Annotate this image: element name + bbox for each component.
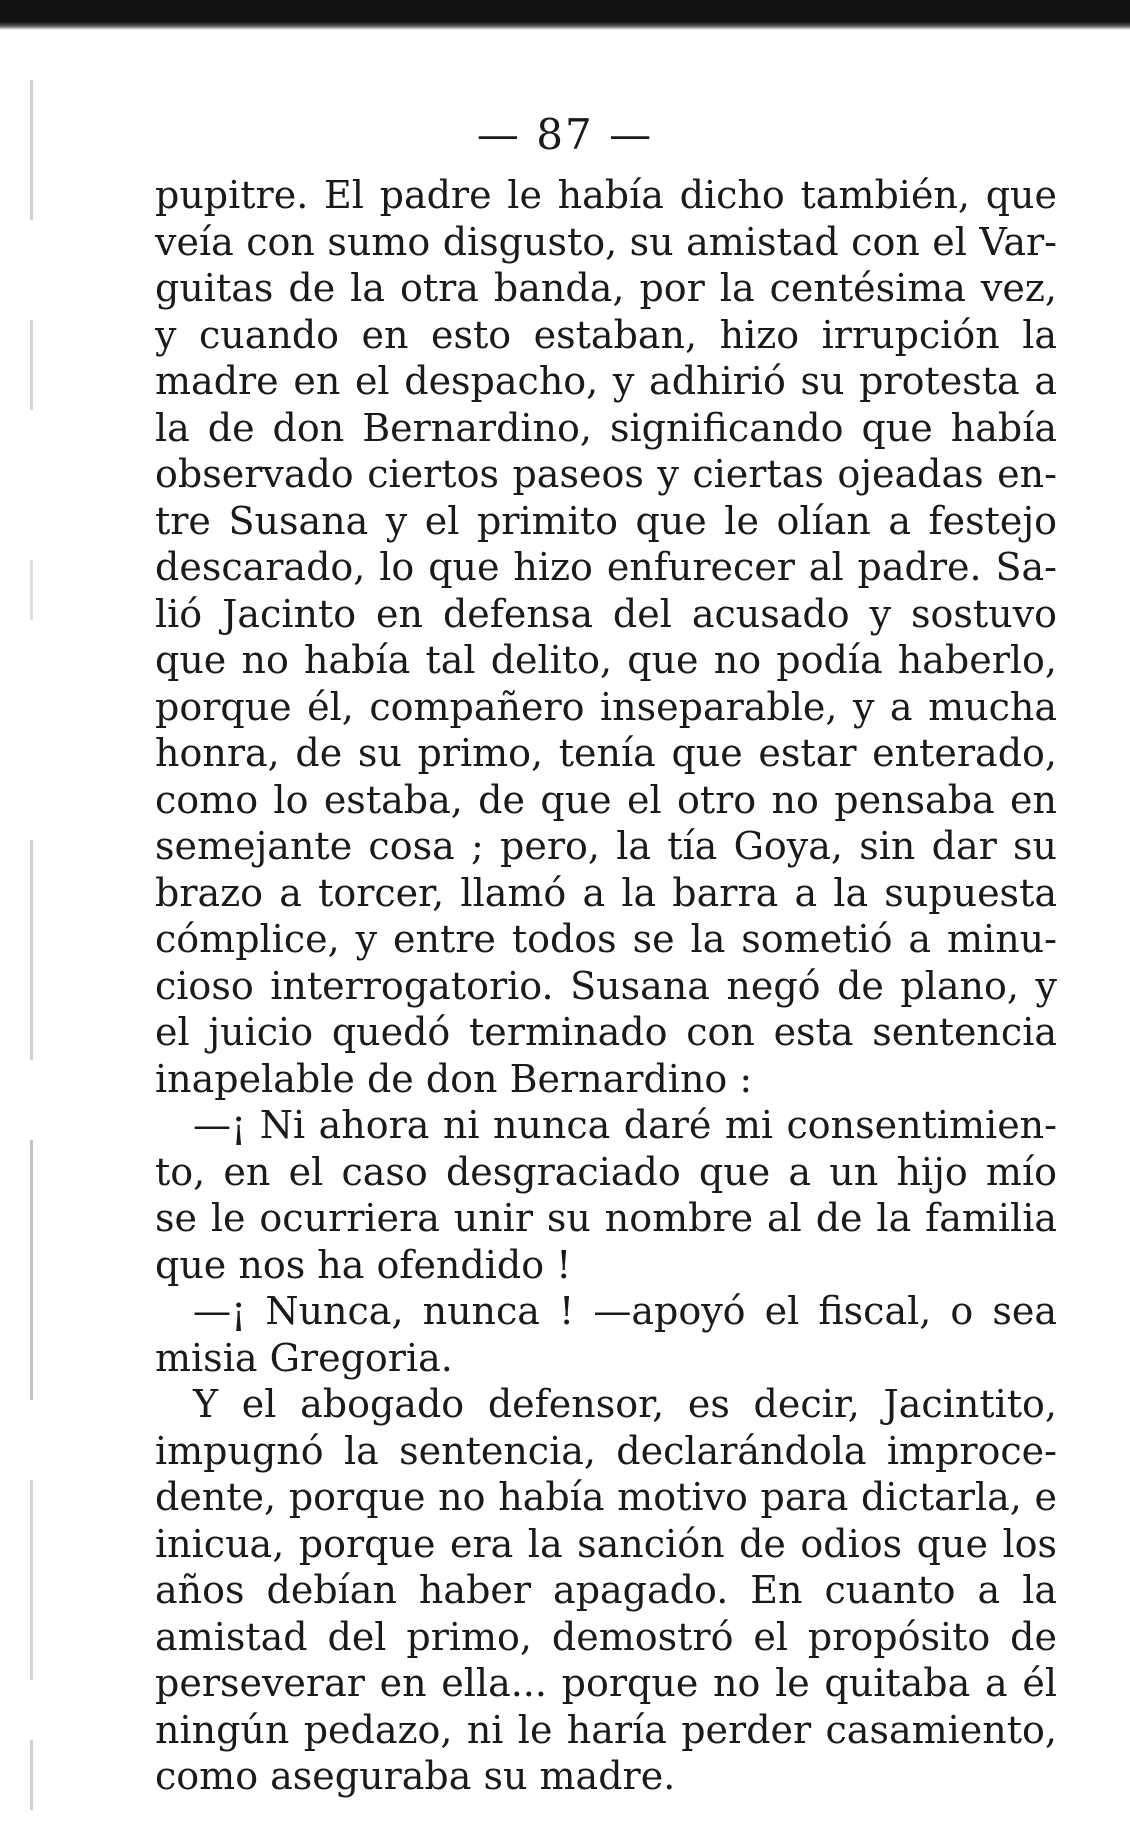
body-text [155, 172, 1057, 1800]
text-line: lió Jacinto en defensa del acusado y sostuvo [155, 591, 1057, 636]
top-border [0, 0, 1130, 30]
text-line: ningún pedazo, ni le haría perder casamiento, [155, 1707, 1057, 1752]
text-line: madre en el despacho, y adhirió su protesta a [155, 359, 1057, 403]
text-line: impugnó la sentencia, declarándola improce- [155, 1428, 1057, 1473]
text-line: porque él, compañero inseparable, y a mucha [155, 684, 1057, 729]
text-line: se le ocurriera unir su nombre al de la familia [155, 1196, 1057, 1240]
text-line: descarado, lo que hizo enfurecer al padre. Sa- [155, 545, 1057, 589]
text-line: el juicio quedó terminado con esta sentencia [155, 1010, 1057, 1054]
text-line: perseverar en ella... porque no le quitaba a él [155, 1661, 1057, 1705]
text-line: observado ciertos paseos y ciertas ojeadas en- [155, 452, 1057, 496]
text-line: veía con sumo disgusto, su amistad con el Var- [155, 219, 1057, 264]
text-line: dente, porque no había motivo para dictarla, e [155, 1475, 1057, 1519]
text-line: inapelable de don Bernardino : [155, 1056, 753, 1101]
text-line: inicua, porque era la sanción de odios que los [155, 1521, 1057, 1566]
text-line: que nos ha ofendido ! [155, 1242, 572, 1287]
text-line: brazo a torcer, llamó a la barra a la supuesta [155, 870, 1057, 915]
text-line: honra, de su primo, tenía que estar enterado, [155, 731, 1057, 775]
text-line: tre Susana y el primito que le olían a festejo [155, 498, 1057, 543]
text-line: cioso interrogatorio. Susana negó de plano, y [155, 963, 1057, 1008]
text-line: misia Gregoria. [155, 1335, 453, 1380]
text-line: semejante cosa ; pero, la tía Goya, sin dar su [155, 824, 1057, 868]
text-line: —¡ Nunca, nunca ! —apoyó el fiscal, o sea [193, 1289, 1057, 1333]
left-page-edge [0, 60, 48, 1822]
text-line: Y el abogado defensor, es decir, Jacintito, [193, 1382, 1057, 1426]
text-line: pupitre. El padre le había dicho también, que [155, 173, 1057, 217]
text-line: to, en el caso desgraciado que a un hijo mío [155, 1149, 1057, 1194]
text-line: y cuando en esto estaban, hizo irrupción la [155, 312, 1057, 357]
text-line: como lo estaba, de que el otro no pensaba en [155, 777, 1057, 822]
page-number: — 87 — [476, 110, 654, 159]
text-line: —¡ Ni ahora ni nunca daré mi consentimien- [193, 1103, 1057, 1147]
text-line: la de don Bernardino, significando que había [155, 405, 1057, 450]
text-line: como aseguraba su madre. [155, 1754, 676, 1798]
text-line: años debían haber apagado. En cuanto a la [155, 1568, 1057, 1612]
text-line: amistad del primo, demostró el propósito de [155, 1614, 1057, 1659]
text-line: que no había tal delito, que no podía haberlo, [155, 638, 1057, 682]
text-line: cómplice, y entre todos se la sometió a minu- [155, 917, 1057, 961]
text-line: guitas de la otra banda, por la centésima vez, [155, 266, 1057, 310]
